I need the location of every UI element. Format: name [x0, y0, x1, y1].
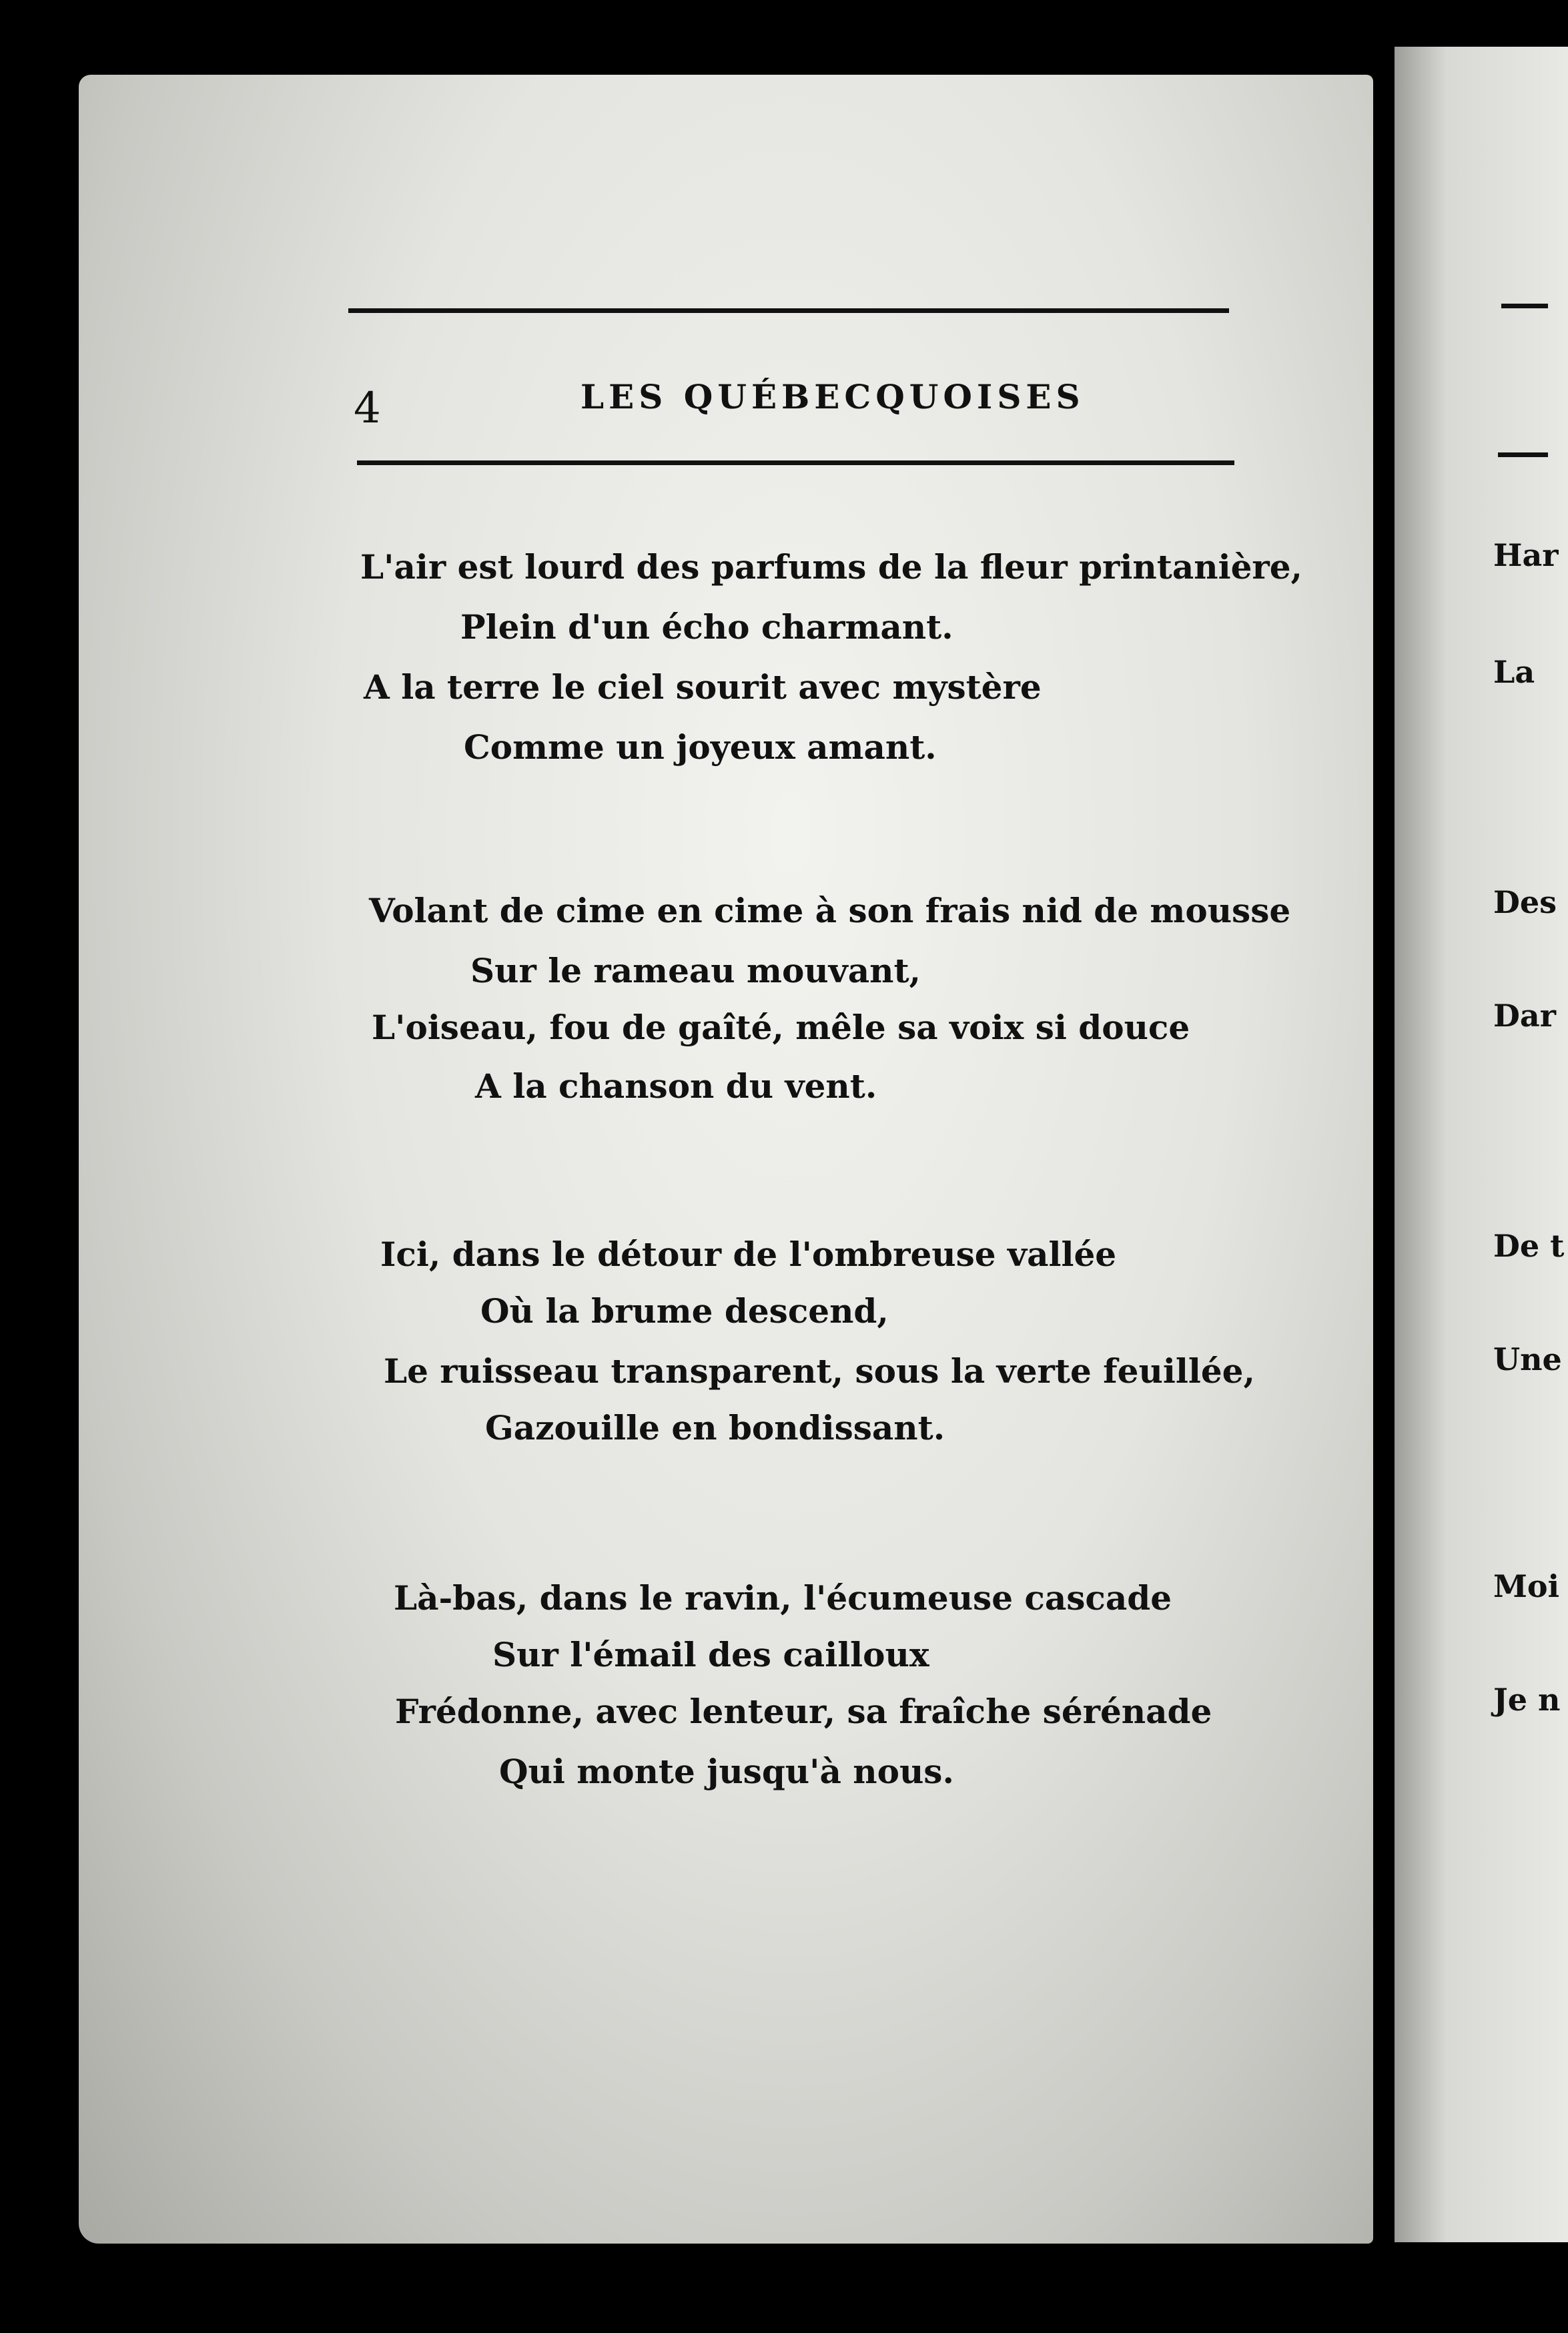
right-page-fragment: Je n [1493, 1682, 1561, 1718]
page-number: 4 [354, 384, 381, 433]
header-bottom-rule [357, 460, 1234, 465]
verse-line: L'air est lourd des parfums de la fleur printanière, [360, 547, 1302, 587]
verse-line: Volant de cime en cime à son frais nid de mousse [369, 891, 1291, 930]
verse-line: Sur le rameau mouvant, [470, 951, 921, 990]
verse-line: A la chanson du vent. [475, 1066, 877, 1106]
right-page-fragment: Dar [1493, 998, 1556, 1034]
verse-line: Frédonne, avec lenteur, sa fraîche sérénade [395, 1692, 1212, 1731]
right-header-bottom-rule [1498, 452, 1548, 457]
verse-line: Où la brume descend, [480, 1291, 889, 1331]
verse-line: Comme un joyeux amant. [464, 727, 937, 767]
right-page-fragment: Une [1493, 1341, 1562, 1377]
verse-line: Ici, dans le détour de l'ombreuse vallée [380, 1235, 1117, 1274]
right-page-fragment: Moi [1493, 1568, 1560, 1604]
right-header-top-rule [1501, 304, 1548, 308]
verse-line: Le ruisseau transparent, sous la verte feuillée, [384, 1351, 1255, 1391]
running-title: LES QUÉBECQUOISES [580, 377, 1085, 416]
verse-line: Qui monte jusqu'à nous. [499, 1752, 954, 1791]
verse-line: Plein d'un écho charmant. [460, 607, 953, 647]
verse-line: Gazouille en bondissant. [485, 1408, 945, 1447]
right-page-fragment: Har [1493, 537, 1559, 573]
right-page-fragment: La [1493, 654, 1535, 690]
page-header [347, 370, 1234, 433]
right-page-fragment: De t [1493, 1228, 1565, 1264]
right-page-fragment: Des [1493, 884, 1557, 920]
right-page-edge [1395, 47, 1568, 2242]
verse-line: L'oiseau, fou de gaîté, mêle sa voix si douce [372, 1008, 1190, 1047]
verse-line: A la terre le ciel sourit avec mystère [364, 667, 1042, 707]
verse-line: Sur l'émail des cailloux [492, 1635, 929, 1674]
verse-line: Là-bas, dans le ravin, l'écumeuse cascade [394, 1578, 1172, 1618]
header-top-rule [348, 308, 1229, 313]
